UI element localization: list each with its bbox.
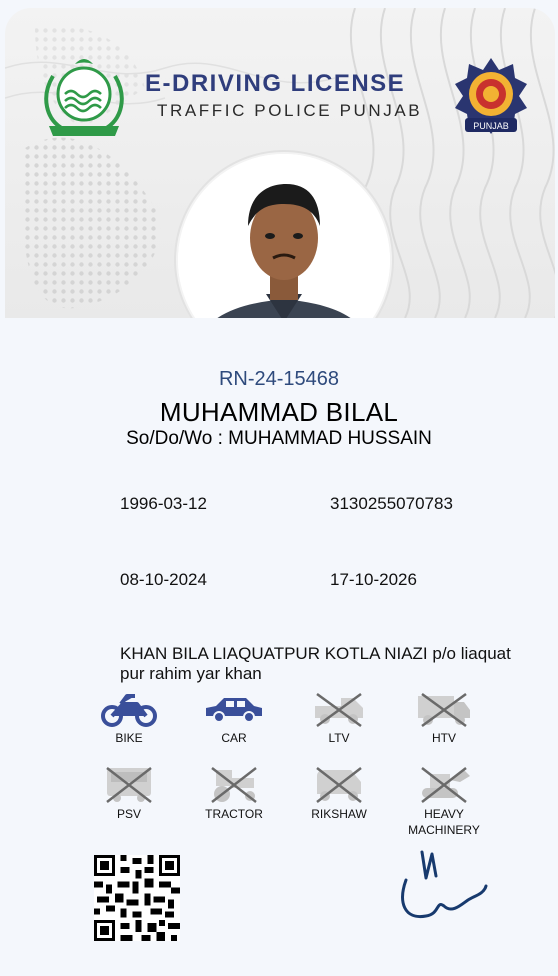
motorbike-icon <box>101 692 157 728</box>
vehicle-label: TRACTOR <box>205 807 263 821</box>
vehicle-rikshaw <box>299 766 379 822</box>
license-title: E-DRIVING LICENSE <box>145 70 406 97</box>
htv-icon <box>416 692 472 728</box>
punjab-emblem-logo <box>35 56 133 138</box>
car-icon <box>204 692 264 728</box>
cnic-number: 3130255070783 <box>330 494 453 513</box>
psv-icon <box>101 766 157 804</box>
vehicle-label: CAR <box>221 731 247 745</box>
heavy-machinery-icon <box>416 766 472 804</box>
tractor-icon <box>206 766 262 804</box>
vehicle-htv <box>404 692 484 746</box>
holder-name: MUHAMMAD BILAL <box>159 397 399 427</box>
vehicle-label: HEAVY MACHINERY <box>408 807 480 837</box>
vehicle-label: PSV <box>116 807 141 821</box>
date-of-birth: 1996-03-12 <box>120 494 207 513</box>
holder-address: KHAN BILA LIAQUATPUR KOTLA NIAZI p/o liaquat pur rahim yar khan <box>120 644 511 683</box>
vehicle-tractor <box>194 766 274 822</box>
vehicle-car <box>194 692 274 746</box>
license-header <box>5 8 555 318</box>
registration-number: RN-24-15468 <box>218 368 340 390</box>
vehicle-bike <box>89 692 169 746</box>
vehicle-heavy-machinery <box>404 766 484 838</box>
qr-code[interactable] <box>94 855 180 941</box>
vehicle-ltv <box>299 692 379 746</box>
issue-date: 08-10-2024 <box>120 570 207 589</box>
holder-relation: So/Do/Wo : MUHAMMAD HUSSAIN <box>126 428 432 449</box>
svg-text:PUNJAB: PUNJAB <box>473 121 509 131</box>
license-subtitle: TRAFFIC POLICE PUNJAB <box>157 101 423 120</box>
traffic-police-badge-logo <box>453 56 529 140</box>
expiry-date: 17-10-2026 <box>330 570 417 589</box>
ltv-icon <box>311 692 367 728</box>
vehicle-label: LTV <box>328 731 350 745</box>
vehicle-label: RIKSHAW <box>311 807 367 821</box>
vehicle-label: BIKE <box>115 731 143 745</box>
vehicle-label: HTV <box>432 731 456 745</box>
holder-signature <box>396 842 492 926</box>
rikshaw-icon <box>311 766 367 804</box>
vehicle-psv <box>89 766 169 822</box>
